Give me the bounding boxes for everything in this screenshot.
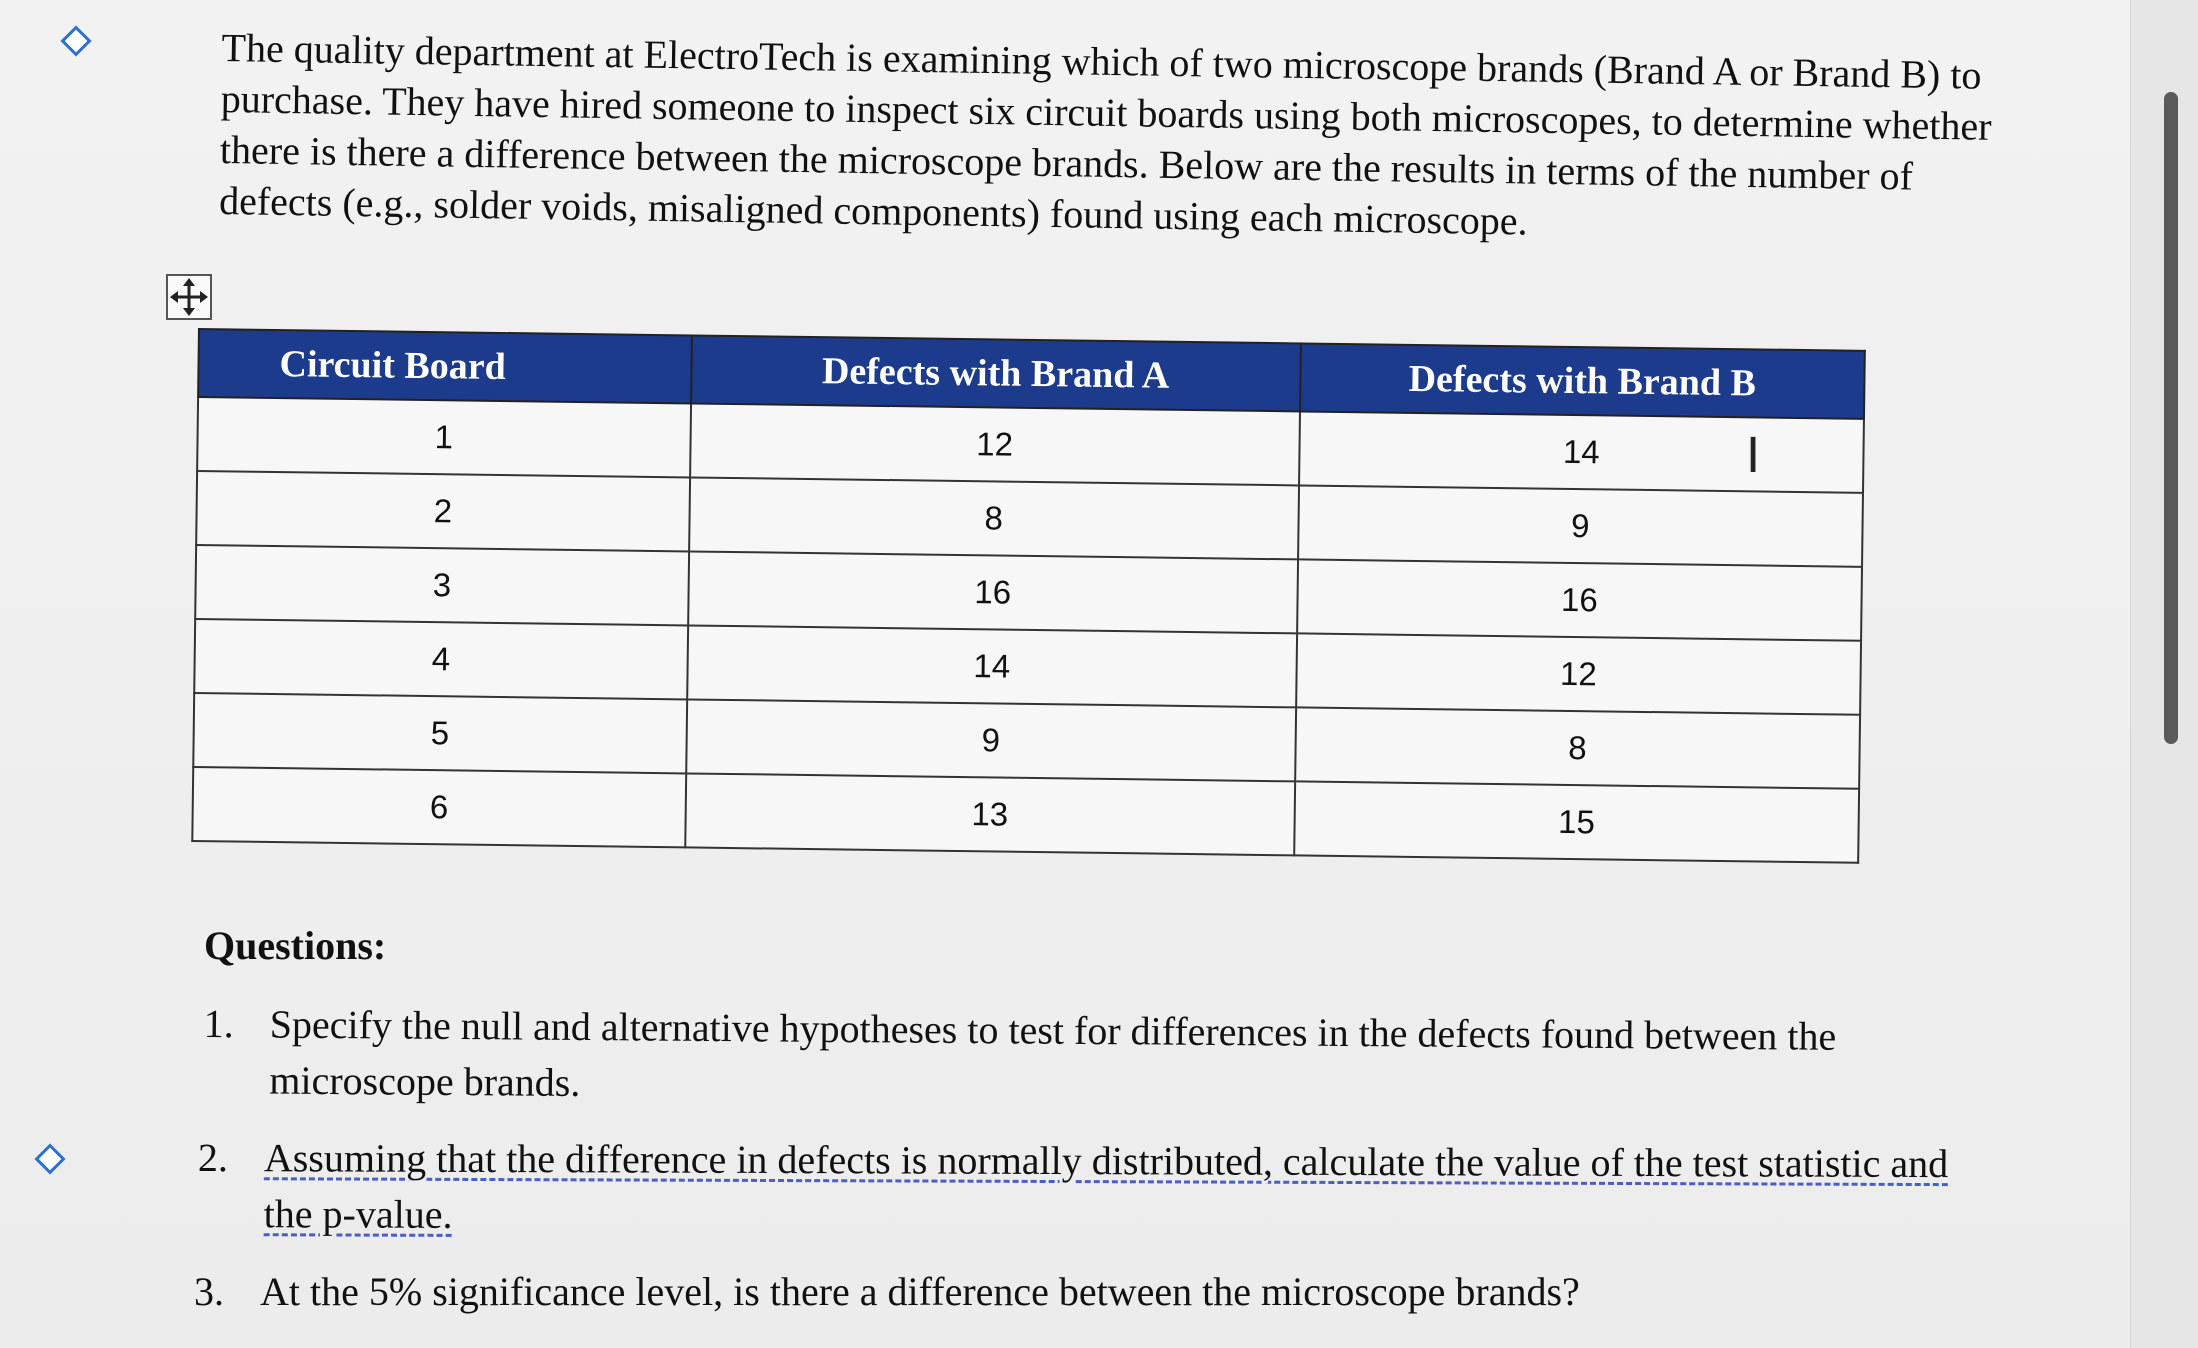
- cell-brand-b[interactable]: 16: [1297, 559, 1862, 640]
- cell-board[interactable]: 6: [192, 767, 686, 847]
- question-item: [203, 996, 1984, 1122]
- question-text: At the 5% significance level, is there a difference between the microscope brands?: [260, 1269, 1580, 1314]
- text-cursor-icon: I: [1746, 428, 1761, 484]
- questions-section: [194, 918, 1984, 1342]
- cell-board[interactable]: 1: [197, 397, 691, 477]
- cell-brand-b[interactable]: 14: [1299, 411, 1864, 492]
- question-text: Specify the null and alternative hypotheses to test for differences in the defects found between the microscope brands.: [269, 1001, 1837, 1105]
- cell-brand-a[interactable]: 16: [688, 551, 1298, 633]
- cell-brand-a[interactable]: 12: [690, 403, 1300, 485]
- cell-board[interactable]: 5: [193, 693, 687, 773]
- cell-brand-b[interactable]: 8: [1295, 707, 1860, 788]
- cell-brand-a[interactable]: 8: [689, 477, 1299, 559]
- cell-brand-b[interactable]: 15: [1294, 781, 1859, 862]
- question-number: 2.: [197, 1135, 228, 1181]
- header-brand-b: Defects with Brand B: [1300, 343, 1865, 418]
- question-item: [194, 1264, 1984, 1320]
- vertical-scrollbar-thumb[interactable]: [2164, 92, 2178, 744]
- cell-board[interactable]: 2: [196, 471, 690, 551]
- table-move-handle-icon[interactable]: [166, 274, 212, 320]
- question-text-flagged[interactable]: Assuming that the difference in defects is normally distributed, calculate the value of the test statistic and the p-value.: [263, 1135, 1949, 1237]
- question-item: [198, 1130, 1984, 1248]
- cell-brand-b[interactable]: 12: [1296, 633, 1861, 714]
- paragraph-marker-diamond-icon[interactable]: [60, 25, 91, 56]
- cell-board[interactable]: 3: [195, 545, 689, 625]
- question-number: 1.: [203, 1000, 234, 1047]
- questions-heading: Questions:: [204, 923, 387, 968]
- cell-brand-a[interactable]: 14: [687, 625, 1297, 707]
- defects-table: [191, 328, 1866, 864]
- cell-brand-a[interactable]: 13: [685, 773, 1295, 855]
- list-marker-diamond-icon[interactable]: [34, 1143, 65, 1174]
- question-number: 3.: [194, 1269, 224, 1314]
- cell-brand-b[interactable]: 9: [1298, 485, 1863, 566]
- cell-board[interactable]: 4: [194, 619, 688, 699]
- intro-paragraph: The quality department at ElectroTech is examining which of two microscope brands (Brand A or Brand B) to purchase. They have hired someone to inspect six circuit boards using both microscopes, to determine whether there is there a difference between the microscope brands. Below are the results in terms of the number of defects (e.g., solder voids, misaligned components) found using each microscope.: [218, 24, 1992, 244]
- header-brand-a: Defects with Brand A: [691, 335, 1301, 411]
- header-circuit-board: Circuit Board: [198, 329, 691, 403]
- cell-brand-a[interactable]: 9: [686, 699, 1296, 781]
